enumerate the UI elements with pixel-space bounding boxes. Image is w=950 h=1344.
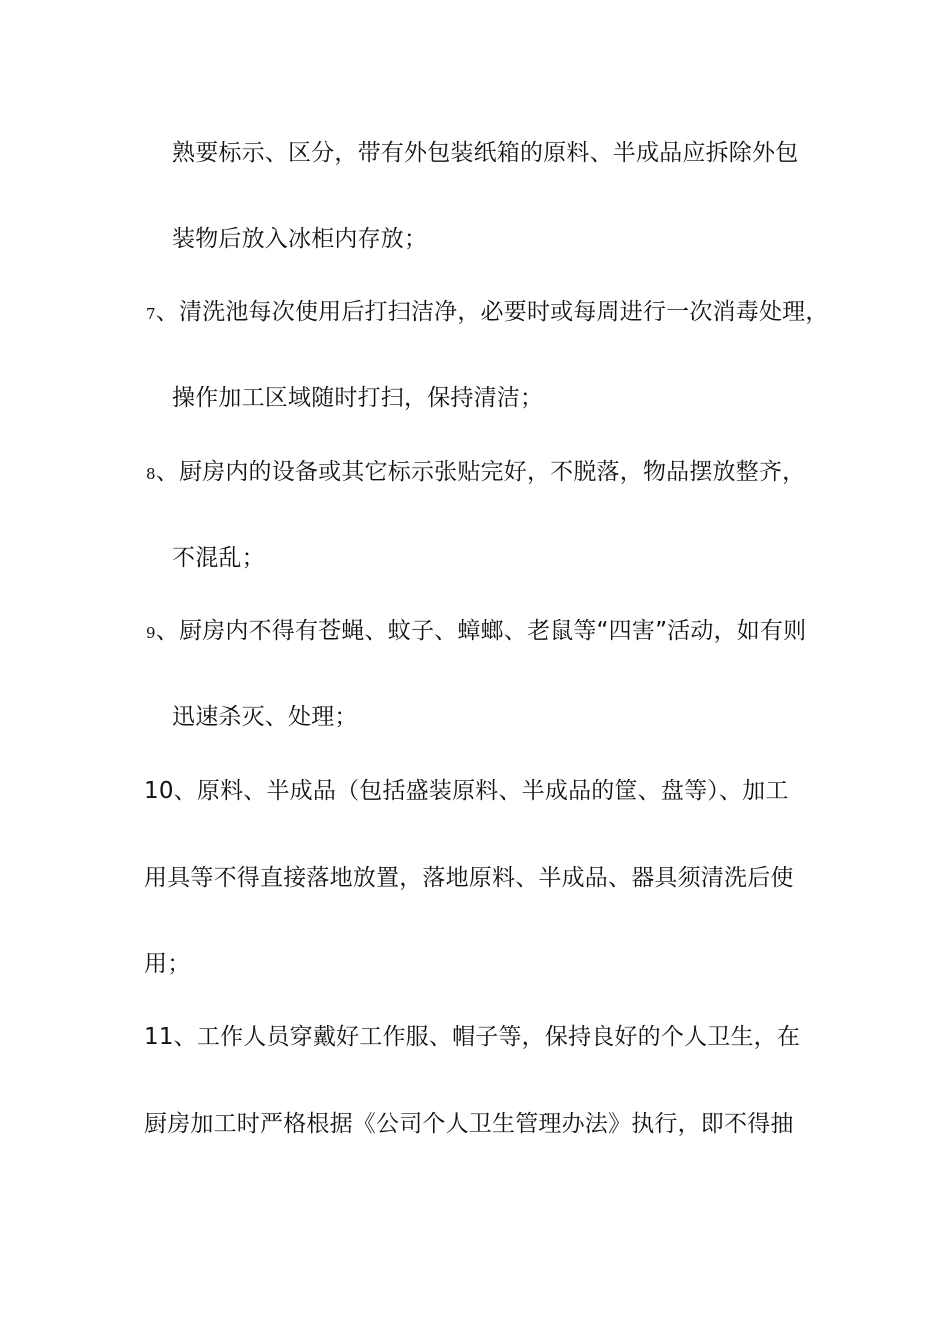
- text-line: [144, 949, 190, 979]
- text-line: [172, 702, 358, 732]
- item-number: 9: [146, 624, 156, 642]
- line-text: 、原料、半成品（包括盛装原料、半成品的筐、盘等）、加工: [173, 778, 789, 804]
- line-text: 、厨房内的设备或其它标示张贴完好，不脱落，物品摆放整齐，: [155, 459, 806, 485]
- line-text: 、清洗池每次使用后打扫洁净，必要时或每周进行一次消毒处理，: [155, 299, 829, 325]
- list-item: [146, 616, 806, 648]
- text-line: [172, 383, 543, 413]
- text-line: [172, 543, 265, 573]
- text-line: [172, 224, 427, 254]
- item-number: 10: [144, 778, 174, 804]
- line-text: 厨房加工时严格根据《公司个人卫生管理办法》执行，即不得抽: [144, 1111, 794, 1137]
- text-line: [144, 863, 794, 893]
- list-item: [146, 457, 805, 489]
- text-line: [144, 1109, 794, 1139]
- line-text: 、工作人员穿戴好工作服、帽子等，保持良好的个人卫生，在: [173, 1024, 801, 1050]
- line-text: 用具等不得直接落地放置，落地原料、半成品、器具须清洗后使: [144, 865, 794, 891]
- line-text: 、厨房内不得有苍蝇、蚊子、蟑螂、老鼠等“四害”活动，如有则: [155, 618, 807, 644]
- line-text: 操作加工区域随时打扫，保持清洁；: [172, 385, 544, 411]
- line-text: 熟要标示、区分，带有外包装纸箱的原料、半成品应拆除外包: [172, 140, 799, 166]
- item-number: 11: [144, 1024, 174, 1050]
- line-text: 迅速杀灭、处理；: [172, 704, 358, 730]
- item-number: 7: [146, 305, 156, 323]
- line-text: 不混乱；: [172, 545, 265, 571]
- text-line: [172, 138, 798, 168]
- list-item: [146, 297, 829, 329]
- list-item: [144, 1022, 800, 1052]
- line-text: 用；: [144, 951, 191, 977]
- item-number: 8: [146, 465, 156, 483]
- list-item: [144, 776, 789, 806]
- line-text: 装物后放入冰柜内存放；: [172, 226, 428, 252]
